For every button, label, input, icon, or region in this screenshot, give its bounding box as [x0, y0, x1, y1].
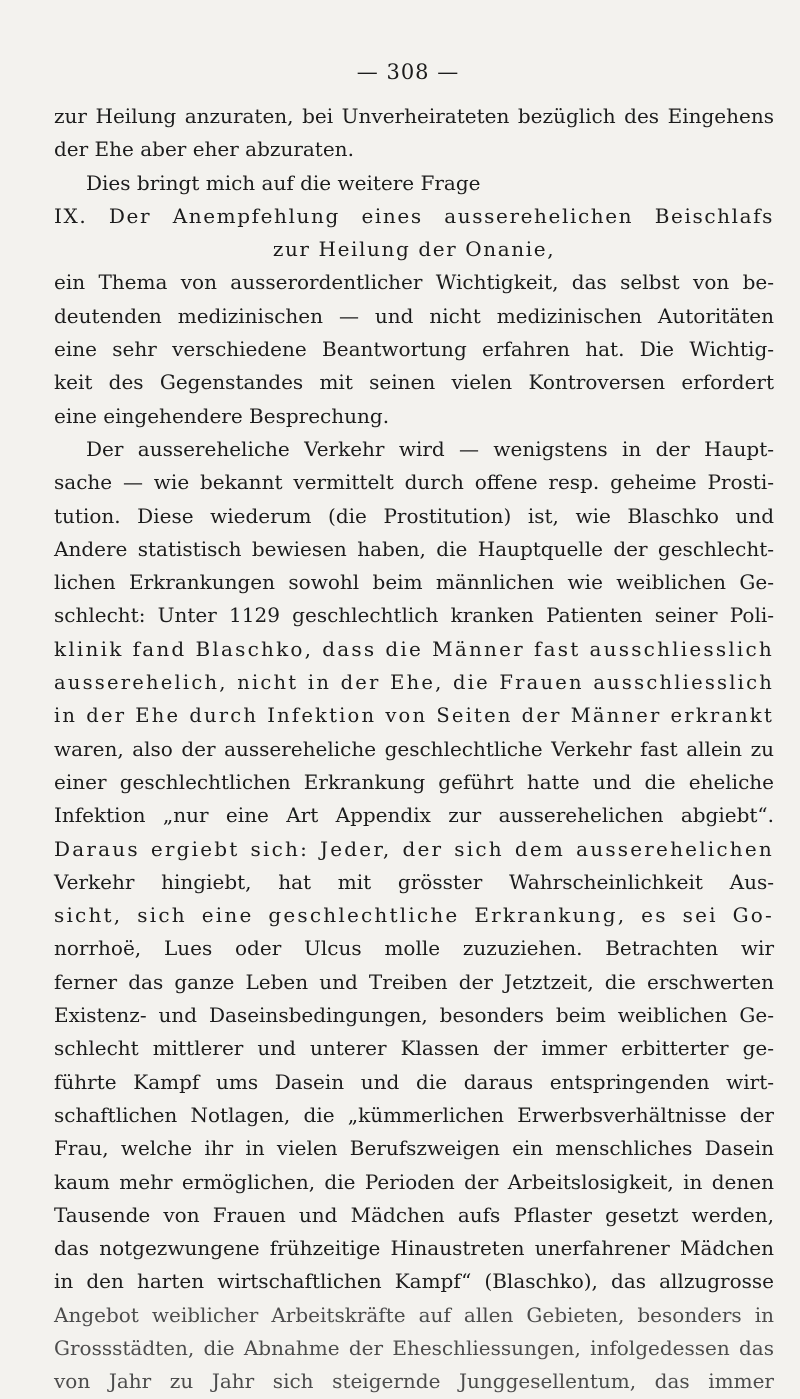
text-line: ausserehelich, nicht in der Ehe, die Frauen ausschliesslich — [54, 671, 774, 695]
text-line: ferner das ganze Leben und Treiben der Jetztzeit, die erschwerten — [54, 969, 774, 994]
text-line: Existenz- und Daseinsbedingungen, besonders beim weiblichen Ge- — [54, 1003, 774, 1028]
text-line: kaum mehr ermöglichen, die Perioden der Arbeitslosigkeit, in denen — [54, 1169, 774, 1194]
text-line: waren, also der aussereheliche geschlechtliche Verkehr fast allein zu — [54, 736, 774, 761]
text-line: das notgezwungene frühzeitige Hinaustreten unerfahrener Mädchen — [54, 1236, 774, 1261]
text-line: Der aussereheliche Verkehr wird — wenigstens in der Haupt- — [86, 436, 774, 461]
text-line: Infektion „nur eine Art Appendix zur ausserehelichen abgiebt“. — [54, 803, 774, 828]
text-line: Verkehr hingiebt, hat mit grösster Wahrscheinlichkeit Aus- — [54, 869, 774, 894]
text-line: Andere statistisch bewiesen haben, die Hauptquelle der geschlecht- — [54, 536, 774, 561]
text-line: Frau, welche ihr in vielen Berufszweigen ein menschliches Dasein — [54, 1136, 774, 1161]
section-heading-continued: zur Heilung der Onanie, — [272, 237, 556, 262]
text-line: schlecht: Unter 1129 geschlechtlich kranken Patienten seiner Poli- — [54, 603, 774, 628]
text-line: lichen Erkrankungen sowohl beim männlichen wie weiblichen Ge- — [54, 570, 774, 595]
body-text — [54, 100, 774, 1399]
text-line: eine eingehendere Besprechung. — [54, 403, 390, 428]
page-number: — 308 — — [356, 60, 460, 84]
text-line: schlecht mittlerer und unterer Klassen der immer erbitterter ge- — [54, 1036, 774, 1061]
text-line: deutenden medizinischen — und nicht medizinischen Autoritäten — [54, 303, 774, 328]
text-line: Dies bringt mich auf die weitere Frage — [86, 170, 481, 195]
text-line: Grossstädten, die Abnahme der Eheschliessungen, infolgedessen das — [54, 1335, 774, 1360]
text-line: von Jahr zu Jahr sich steigernde Junggesellentum, das immer — [54, 1369, 774, 1394]
text-line: keit des Gegenstandes mit seinen vielen Kontroversen erfordert — [54, 370, 774, 395]
text-line: in den harten wirtschaftlichen Kampf“ (Blaschko), das allzugrosse — [54, 1269, 774, 1294]
text-line: zur Heilung anzuraten, bei Unverheirateten bezüglich des Eingehens — [54, 104, 774, 128]
text-line: führte Kampf ums Dasein und die daraus entspringenden wirt- — [54, 1069, 774, 1094]
text-line: sicht, sich eine geschlechtliche Erkrankung, es sei Go- — [54, 903, 774, 928]
text-line: in der Ehe durch Infektion von Seiten der Männer erkrankt — [54, 704, 774, 728]
text-line: Tausende von Frauen und Mädchen aufs Pflaster gesetzt werden, — [54, 1202, 774, 1227]
text-line: schaftlichen Notlagen, die „kümmerlichen Erwerbsverhältnisse der — [54, 1102, 774, 1127]
text-line: klinik fand Blaschko, dass die Männer fast ausschliesslich — [54, 636, 774, 661]
text-line: Angebot weiblicher Arbeitskräfte auf allen Gebieten, besonders in — [54, 1302, 774, 1327]
text-line: tution. Diese wiederum (die Prostitution) ist, wie Blaschko und — [54, 503, 774, 528]
text-line: sache — wie bekannt vermittelt durch offene resp. geheime Prosti- — [54, 470, 774, 495]
text-line: einer geschlechtlichen Erkrankung geführt hatte und die eheliche — [54, 769, 774, 794]
text-line: norrhoë, Lues oder Ulcus molle zuzuziehen. Betrachten wir — [54, 936, 774, 961]
text-line: ein Thema von ausserordentlicher Wichtigkeit, das selbst von be- — [54, 270, 774, 295]
text-line: Daraus ergiebt sich: Jeder, der sich dem ausserehelichen — [54, 836, 774, 861]
text-line: eine sehr verschiedene Beantwortung erfahren hat. Die Wichtig- — [54, 337, 774, 362]
section-heading: IX. Der Anempfehlung eines ausserehelichen Beischlafs — [54, 203, 774, 228]
text-line: der Ehe aber eher abzuraten. — [54, 137, 354, 162]
